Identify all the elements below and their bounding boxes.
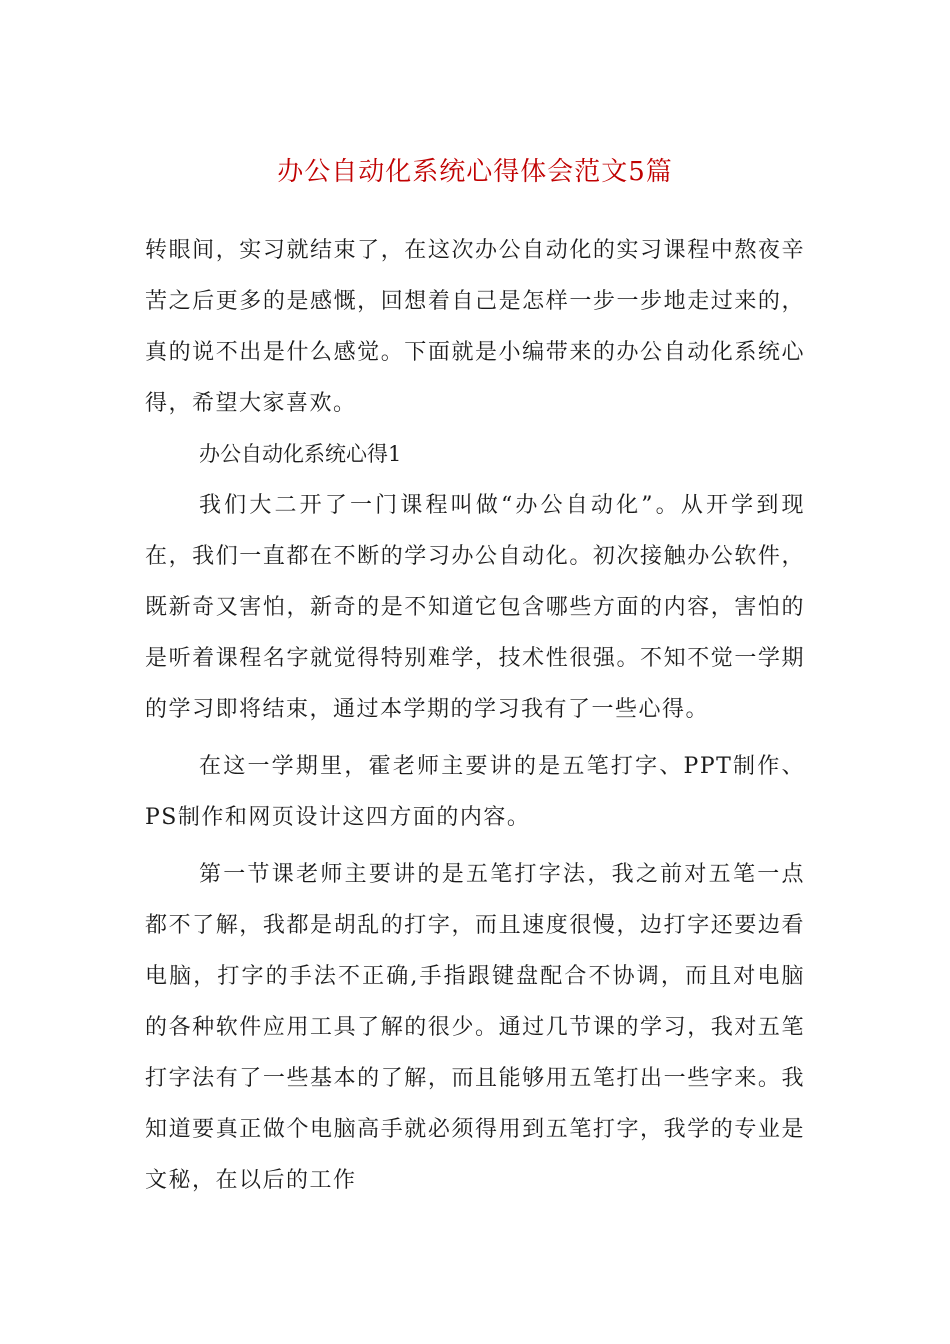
intro-paragraph: 转眼间，实习就结束了，在这次办公自动化的实习课程中熬夜辛苦之后更多的是感慨，回想着自己是怎样一步一步地走过来的，真的说不出是什么感觉。下面就是小编带来的办公自动化系统心得，希望大家喜欢。 <box>145 238 805 416</box>
body-paragraph-1: 我们大二开了一门课程叫做“办公自动化”。从开学到现在，我们一直都在不断的学习办公自动化。初次接触办公软件，既新奇又害怕，新奇的是不知道它包含哪些方面的内容，害怕的是听着课程名字就觉得特别难学，技术性很强。不知不觉一学期的学习即将结束，通过本学期的学习我有了一些心得。 <box>145 493 805 722</box>
document-body <box>145 225 805 1206</box>
section-heading: 办公自动化系统心得1 <box>199 442 402 466</box>
document-title: 办公自动化系统心得体会范文5篇 <box>277 157 673 187</box>
body-paragraph-3: 第一节课老师主要讲的是五笔打字法，我之前对五笔一点都不了解，我都是胡乱的打字，而且速度很慢，边打字还要边看电脑，打字的手法不正确,手指跟键盘配合不协调，而且对电脑的各种软件应用工具了解的很少。通过几节课的学习，我对五笔打字法有了一些基本的了解，而且能够用五笔打出一些字来。我知道要真正做个电脑高手就必须得用到五笔打字，我学的专业是文秘，在以后的工作 <box>145 862 805 1193</box>
body-paragraph-2: 在这一学期里，霍老师主要讲的是五笔打字、PPT制作、PS制作和网页设计这四方面的内容。 <box>145 754 805 830</box>
